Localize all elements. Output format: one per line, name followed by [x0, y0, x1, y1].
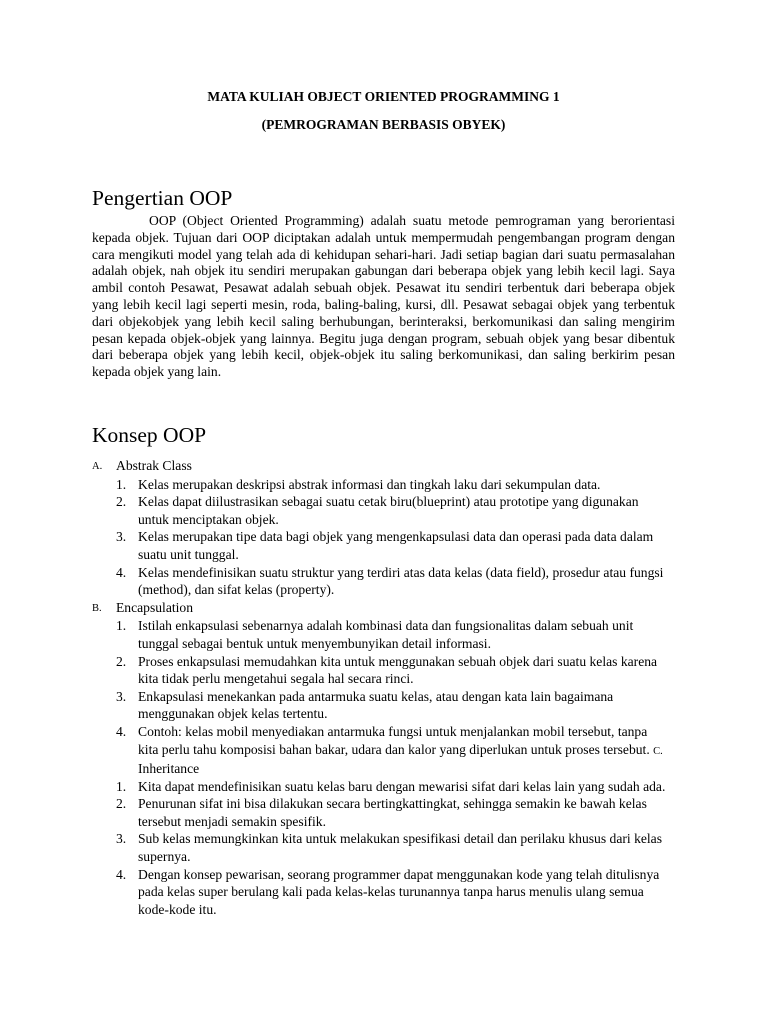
- item-text: Sub kelas memungkinkan kita untuk melakukan spesifikasi detail dan perilaku khusus dari kelas supernya.: [138, 831, 663, 865]
- item-number: 2.: [116, 796, 127, 812]
- item-text: Kita dapat mendefinisikan suatu kelas baru dengan mewarisi sifat dari kelas lain yang sudah ada.: [138, 778, 666, 794]
- item-number: 1.: [116, 476, 127, 492]
- list-item: [116, 866, 675, 919]
- item-text: Enkapsulasi menekankan pada antarmuka suatu kelas, atau dengan kata lain bagaimana menggunakan objek kelas tertentu.: [138, 688, 614, 722]
- section-a-title: Abstrak Class: [116, 458, 192, 473]
- item-text: Istilah enkapsulasi sebenarnya adalah kombinasi data dan fungsionalitas dalam sebuah unit tunggal sebagai bentuk untuk menyembunyikan detail informasi.: [138, 618, 634, 651]
- item-number: 1.: [116, 778, 127, 794]
- item-number: 3.: [116, 688, 127, 704]
- section-b-letter: B.: [92, 602, 102, 614]
- item-text: Penurunan sifat ini bisa dilakukan secara bertingkattingkat, sehingga semakin ke bawah kelas tersebut menjadi semakin spesifik.: [138, 796, 647, 829]
- list-item: [116, 723, 675, 778]
- item-text: Kelas mendefinisikan suatu struktur yang terdiri atas data kelas (data field), prosedur atau fungsi (method), dan sifat kelas (property).: [138, 564, 664, 598]
- section-c-letter: C.: [653, 745, 663, 757]
- section-c-items: [92, 778, 675, 919]
- item-number: 2.: [116, 653, 127, 669]
- item-text: Kelas merupakan tipe data bagi objek yang mengenkapsulasi data dan operasi pada data dalam suatu unit tunggal.: [138, 529, 654, 562]
- section-b-header: [92, 599, 675, 618]
- list-item: [116, 493, 675, 528]
- section-a-items: [92, 476, 675, 599]
- item-number: 3.: [116, 529, 127, 545]
- list-item: [116, 688, 675, 723]
- list-item: [116, 564, 675, 599]
- list-item: [116, 528, 675, 563]
- item-text: Proses enkapsulasi memudahkan kita untuk menggunakan sebuah objek dari suatu kelas karena kita tidak perlu mengetahui segala hal secara rinci.: [138, 653, 658, 687]
- item-text: Kelas merupakan deskripsi abstrak informasi dan tingkah laku dari sekumpulan data.: [138, 476, 601, 492]
- konsep-list: [92, 457, 675, 918]
- document-title-line2: (PEMROGRAMAN BERBASIS OBYEK): [261, 117, 506, 132]
- list-item: [116, 653, 675, 688]
- item-text-body: Contoh: kelas mobil menyediakan antarmuka fungsi untuk menjalankan mobil tersebut, tanpa kita perlu tahu komposisi bahan bakar, udara dan kalor yang diperlukan untuk proses tersebut.: [138, 723, 650, 757]
- pengertian-paragraph: OOP (Object Oriented Programming) adalah suatu metode pemrograman yang berorientasi kepada objek. Tujuan dari OOP diciptakan adalah untuk mempermudah pengembangan program dengan cara mengikuti model yang telah ada di kehidupan sehari-hari. Jadi setiap bagian dari suatu permasalahan adalah objek, nah objek itu sendiri merupakan gabungan dari beberapa objek yang lebih kecil lagi. Saya ambil contoh Pesawat, Pesawat adalah sebuah objek. Pesawat itu sendiri terbentuk dari beberapa objek yang lebih kecil lagi seperti mesin, roda, baling-baling, kursi, dll. Pesawat sebagai objek yang terbentuk dari objekobjek yang lebih kecil saling berhubungan, berinteraksi, berkomunikasi dan saling mengirim pesan kepada objek-objek yang lainnya. Begitu juga dengan program, sebuah objek yang besar dibentuk dari beberapa objek yang lebih kecil, objek-objek itu saling berkomunikasi, dan saling berkirim pesan kepada objek yang lain.: [92, 213, 675, 380]
- item-text: Kelas dapat diilustrasikan sebagai suatu cetak biru(blueprint) atau prototipe yang digunakan untuk menciptakan objek.: [138, 494, 639, 527]
- section-b-items: [92, 617, 675, 777]
- section-b-title: Encapsulation: [116, 599, 194, 615]
- list-item: [116, 617, 675, 652]
- item-number: 4.: [116, 723, 127, 739]
- section-a-letter: A.: [92, 461, 103, 472]
- item-number: 2.: [116, 494, 127, 510]
- item-number: 4.: [116, 564, 127, 580]
- list-item: [116, 476, 675, 494]
- heading-pengertian-oop: Pengertian OOP: [92, 186, 233, 210]
- item-number: 3.: [116, 831, 127, 847]
- item-text: Dengan konsep pewarisan, seorang programmer dapat menggunakan kode yang telah ditulisnya pada kelas super berulang kali pada kelas-kelas turunannya tanpa harus menulis ulang semua kode-kode itu.: [138, 866, 660, 917]
- list-item: [116, 795, 675, 830]
- document-title-line1: MATA KULIAH OBJECT ORIENTED PROGRAMMING 1: [207, 89, 560, 104]
- list-item: [116, 830, 675, 865]
- section-c-title: Inheritance: [138, 761, 200, 777]
- list-item: [116, 778, 675, 796]
- section-a-header: [92, 457, 675, 476]
- item-number: 1.: [116, 618, 127, 634]
- item-text: [138, 723, 675, 778]
- heading-konsep-oop: Konsep OOP: [92, 423, 207, 447]
- item-number: 4.: [116, 866, 127, 882]
